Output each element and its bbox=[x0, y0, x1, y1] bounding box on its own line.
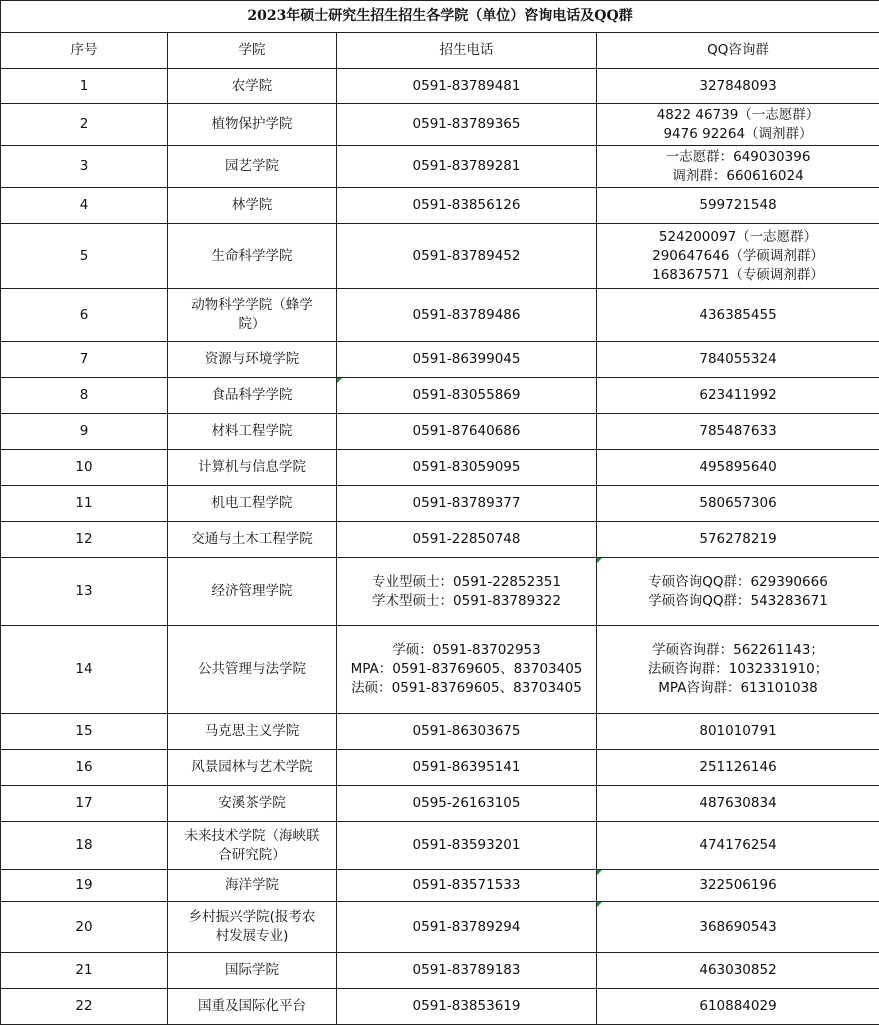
table-row bbox=[1, 558, 879, 626]
row-index: 3 bbox=[1, 146, 168, 188]
qq-group bbox=[597, 146, 879, 188]
phone-number-line: 0591-83789377 bbox=[412, 495, 521, 511]
qq-group bbox=[597, 822, 879, 870]
qq-group bbox=[597, 750, 879, 786]
qq-group-line: 474176254 bbox=[699, 837, 777, 853]
phone-number-line: 0591-83789183 bbox=[412, 962, 521, 978]
college-name-line: 村发展专业) bbox=[215, 928, 289, 944]
qq-group bbox=[597, 486, 879, 522]
college-name bbox=[168, 902, 337, 953]
college-name-line: 安溪茶学院 bbox=[218, 795, 286, 811]
qq-group-line: 学硕咨询QQ群：543283671 bbox=[648, 592, 828, 609]
phone-number bbox=[337, 378, 597, 414]
table-row bbox=[1, 786, 879, 822]
phone-number bbox=[337, 146, 597, 188]
phone-number-line: 法硕：0591-83769605、83703405 bbox=[351, 680, 582, 696]
table-row bbox=[1, 902, 879, 953]
table-row bbox=[1, 626, 879, 714]
table-title: 2023年硕士研究生招生招生各学院（单位）咨询电话及QQ群 bbox=[1, 1, 879, 33]
college-name-line: 合研究院） bbox=[218, 846, 286, 863]
college-name-line: 公共管理与法学院 bbox=[198, 661, 306, 677]
phone-number bbox=[337, 342, 597, 378]
qq-group-line: 623411992 bbox=[699, 387, 777, 403]
qq-group bbox=[597, 626, 879, 714]
qq-group-line: 524200097（一志愿群） bbox=[658, 228, 818, 245]
phone-number-line: 0591-87640686 bbox=[412, 423, 521, 439]
qq-group-line: MPA咨询群：613101038 bbox=[658, 680, 818, 696]
college-name-line: 农学院 bbox=[231, 77, 273, 94]
row-index: 12 bbox=[1, 522, 168, 558]
phone-number-line: 0591-83571533 bbox=[412, 877, 521, 893]
row-index: 18 bbox=[1, 822, 168, 870]
qq-group-line: 801010791 bbox=[699, 723, 777, 739]
phone-number-line: 0591-86399045 bbox=[412, 351, 521, 367]
phone-number bbox=[337, 486, 597, 522]
phone-number-line: 0595-26163105 bbox=[412, 795, 521, 811]
qq-group-line: 168367571（专硕调剂群） bbox=[652, 266, 824, 283]
qq-group-line: 290647646（学硕调剂群） bbox=[652, 247, 824, 264]
phone-number-line: 0591-83789452 bbox=[412, 247, 521, 264]
college-name bbox=[168, 989, 337, 1025]
phone-number bbox=[337, 289, 597, 342]
phone-number bbox=[337, 558, 597, 626]
row-index: 2 bbox=[1, 104, 168, 146]
college-name-line: 国际学院 bbox=[225, 962, 279, 978]
college-name bbox=[168, 822, 337, 870]
row-index: 22 bbox=[1, 989, 168, 1025]
qq-group-line: 368690543 bbox=[699, 918, 777, 935]
header-qq: QQ咨询群 bbox=[597, 33, 879, 69]
qq-group-line: 专硕咨询QQ群：629390666 bbox=[648, 573, 828, 590]
phone-number-line: 学术型硕士：0591-83789322 bbox=[372, 592, 561, 609]
phone-number-line: 0591-83055869 bbox=[412, 387, 521, 403]
qq-group bbox=[597, 558, 879, 626]
phone-number bbox=[337, 750, 597, 786]
qq-group-line: 327848093 bbox=[699, 77, 777, 94]
college-name bbox=[168, 104, 337, 146]
phone-number bbox=[337, 953, 597, 989]
phone-number-line: 0591-83059095 bbox=[412, 459, 521, 475]
college-name-line: 乡村振兴学院(报考农 bbox=[188, 909, 316, 925]
table-row bbox=[1, 104, 879, 146]
qq-group bbox=[597, 714, 879, 750]
college-name bbox=[168, 146, 337, 188]
qq-group bbox=[597, 342, 879, 378]
phone-number-line: 0591-86303675 bbox=[412, 723, 521, 739]
qq-group bbox=[597, 69, 879, 104]
table-row bbox=[1, 146, 879, 188]
table-row bbox=[1, 522, 879, 558]
qq-group-line: 调剂群：660616024 bbox=[672, 167, 804, 184]
college-name bbox=[168, 486, 337, 522]
table-row bbox=[1, 750, 879, 786]
phone-number bbox=[337, 104, 597, 146]
table-row bbox=[1, 870, 879, 902]
college-name-line: 动物科学学院（蜂学 bbox=[191, 297, 313, 313]
college-name-line: 林学院 bbox=[231, 197, 273, 213]
college-name-line: 国重及国际化平台 bbox=[198, 998, 306, 1014]
phone-number bbox=[337, 450, 597, 486]
qq-group-line: 322506196 bbox=[699, 877, 777, 893]
qq-group-line: 784055324 bbox=[699, 351, 777, 367]
college-name bbox=[168, 450, 337, 486]
row-index: 10 bbox=[1, 450, 168, 486]
qq-group bbox=[597, 902, 879, 953]
qq-group bbox=[597, 870, 879, 902]
college-name bbox=[168, 786, 337, 822]
phone-number bbox=[337, 414, 597, 450]
college-name-line: 经济管理学院 bbox=[211, 583, 293, 599]
qq-group-line: 487630834 bbox=[699, 795, 777, 811]
phone-number bbox=[337, 786, 597, 822]
college-name bbox=[168, 342, 337, 378]
college-name bbox=[168, 750, 337, 786]
qq-group-line: 4822 46739（一志愿群） bbox=[656, 106, 820, 123]
qq-group bbox=[597, 414, 879, 450]
table-row bbox=[1, 69, 879, 104]
qq-group bbox=[597, 378, 879, 414]
phone-number-line: 0591-83789294 bbox=[412, 918, 521, 935]
table-row bbox=[1, 289, 879, 342]
phone-number bbox=[337, 870, 597, 902]
phone-number-line: 0591-22850748 bbox=[412, 531, 521, 547]
qq-group-line: 463030852 bbox=[699, 962, 777, 978]
qq-group-line: 学硕咨询群：562261143； bbox=[652, 642, 824, 658]
college-name bbox=[168, 69, 337, 104]
row-index: 20 bbox=[1, 902, 168, 953]
phone-number bbox=[337, 188, 597, 224]
qq-group-line: 436385455 bbox=[699, 306, 777, 323]
college-name-line: 交通与土木工程学院 bbox=[191, 531, 313, 547]
phone-number bbox=[337, 714, 597, 750]
row-index: 5 bbox=[1, 224, 168, 289]
college-name bbox=[168, 289, 337, 342]
table-row bbox=[1, 342, 879, 378]
row-index: 14 bbox=[1, 626, 168, 714]
college-name bbox=[168, 953, 337, 989]
phone-number-line: MPA：0591-83769605、83703405 bbox=[350, 661, 583, 677]
qq-group bbox=[597, 224, 879, 289]
college-name bbox=[168, 414, 337, 450]
table-row bbox=[1, 414, 879, 450]
college-name-line: 食品科学学院 bbox=[211, 387, 293, 403]
college-name-line: 材料工程学院 bbox=[211, 423, 293, 439]
header-index: 序号 bbox=[1, 33, 168, 69]
row-index: 11 bbox=[1, 486, 168, 522]
row-index: 15 bbox=[1, 714, 168, 750]
table-row bbox=[1, 224, 879, 289]
phone-number-line: 专业型硕士：0591-22852351 bbox=[372, 573, 561, 590]
header-phone: 招生电话 bbox=[337, 33, 597, 69]
row-index: 1 bbox=[1, 69, 168, 104]
college-name bbox=[168, 224, 337, 289]
college-name-line: 资源与环境学院 bbox=[204, 351, 300, 367]
table-row bbox=[1, 953, 879, 989]
college-name-line: 院） bbox=[238, 316, 266, 332]
college-name-line: 马克思主义学院 bbox=[204, 723, 300, 739]
college-name bbox=[168, 188, 337, 224]
qq-group bbox=[597, 450, 879, 486]
college-name-line: 机电工程学院 bbox=[211, 495, 293, 511]
college-name bbox=[168, 626, 337, 714]
phone-number bbox=[337, 69, 597, 104]
row-index: 21 bbox=[1, 953, 168, 989]
college-name bbox=[168, 558, 337, 626]
college-name-line: 园艺学院 bbox=[225, 158, 279, 174]
table-row bbox=[1, 822, 879, 870]
qq-group-line: 法硕咨询群：1032331910； bbox=[647, 661, 829, 677]
phone-number bbox=[337, 822, 597, 870]
qq-group-line: 580657306 bbox=[699, 495, 777, 511]
phone-number-line: 0591-83789481 bbox=[412, 77, 521, 94]
phone-number bbox=[337, 224, 597, 289]
phone-number-line: 0591-83789365 bbox=[412, 116, 521, 132]
qq-group bbox=[597, 289, 879, 342]
qq-group-line: 一志愿群：649030396 bbox=[665, 148, 811, 165]
qq-group-line: 576278219 bbox=[699, 531, 777, 547]
phone-number-line: 0591-83789486 bbox=[412, 306, 521, 323]
college-name bbox=[168, 522, 337, 558]
qq-group bbox=[597, 522, 879, 558]
qq-group bbox=[597, 989, 879, 1025]
header-college: 学院 bbox=[168, 33, 337, 69]
college-name bbox=[168, 870, 337, 902]
qq-group bbox=[597, 786, 879, 822]
qq-group-line: 251126146 bbox=[699, 759, 777, 775]
phone-number-line: 0591-83853619 bbox=[412, 998, 521, 1014]
qq-group-line: 9476 92264（调剂群） bbox=[663, 125, 813, 142]
table-row bbox=[1, 714, 879, 750]
qq-group bbox=[597, 188, 879, 224]
qq-group bbox=[597, 104, 879, 146]
phone-number-line: 0591-83856126 bbox=[412, 197, 521, 213]
qq-group-line: 599721548 bbox=[699, 197, 777, 213]
college-name-line: 未来技术学院（海峡联 bbox=[184, 827, 320, 844]
qq-group-line: 785487633 bbox=[699, 423, 777, 439]
header-row bbox=[1, 33, 879, 69]
qq-group-line: 495895640 bbox=[699, 459, 777, 475]
row-index: 8 bbox=[1, 378, 168, 414]
college-name-line: 海洋学院 bbox=[225, 877, 279, 893]
college-name-line: 计算机与信息学院 bbox=[198, 459, 306, 475]
college-name-line: 植物保护学院 bbox=[211, 116, 293, 132]
row-index: 6 bbox=[1, 289, 168, 342]
phone-number-line: 0591-83789281 bbox=[412, 158, 521, 174]
phone-number bbox=[337, 902, 597, 953]
table-row bbox=[1, 188, 879, 224]
row-index: 4 bbox=[1, 188, 168, 224]
college-name-line: 风景园林与艺术学院 bbox=[191, 759, 313, 775]
row-index: 9 bbox=[1, 414, 168, 450]
row-index: 16 bbox=[1, 750, 168, 786]
college-name-line: 生命科学学院 bbox=[211, 247, 293, 264]
phone-number bbox=[337, 522, 597, 558]
phone-number bbox=[337, 626, 597, 714]
title-row bbox=[1, 1, 879, 33]
college-name bbox=[168, 714, 337, 750]
row-index: 19 bbox=[1, 870, 168, 902]
row-index: 13 bbox=[1, 558, 168, 626]
table-row bbox=[1, 989, 879, 1025]
phone-number-line: 0591-86395141 bbox=[412, 759, 521, 775]
table-row bbox=[1, 450, 879, 486]
row-index: 17 bbox=[1, 786, 168, 822]
college-name bbox=[168, 378, 337, 414]
row-index: 7 bbox=[1, 342, 168, 378]
table-row bbox=[1, 486, 879, 522]
phone-number-line: 0591-83593201 bbox=[412, 837, 521, 853]
qq-group bbox=[597, 953, 879, 989]
qq-group-line: 610884029 bbox=[699, 998, 777, 1014]
phone-number-line: 学硕：0591-83702953 bbox=[392, 642, 541, 658]
phone-number bbox=[337, 989, 597, 1025]
table-row bbox=[1, 378, 879, 414]
